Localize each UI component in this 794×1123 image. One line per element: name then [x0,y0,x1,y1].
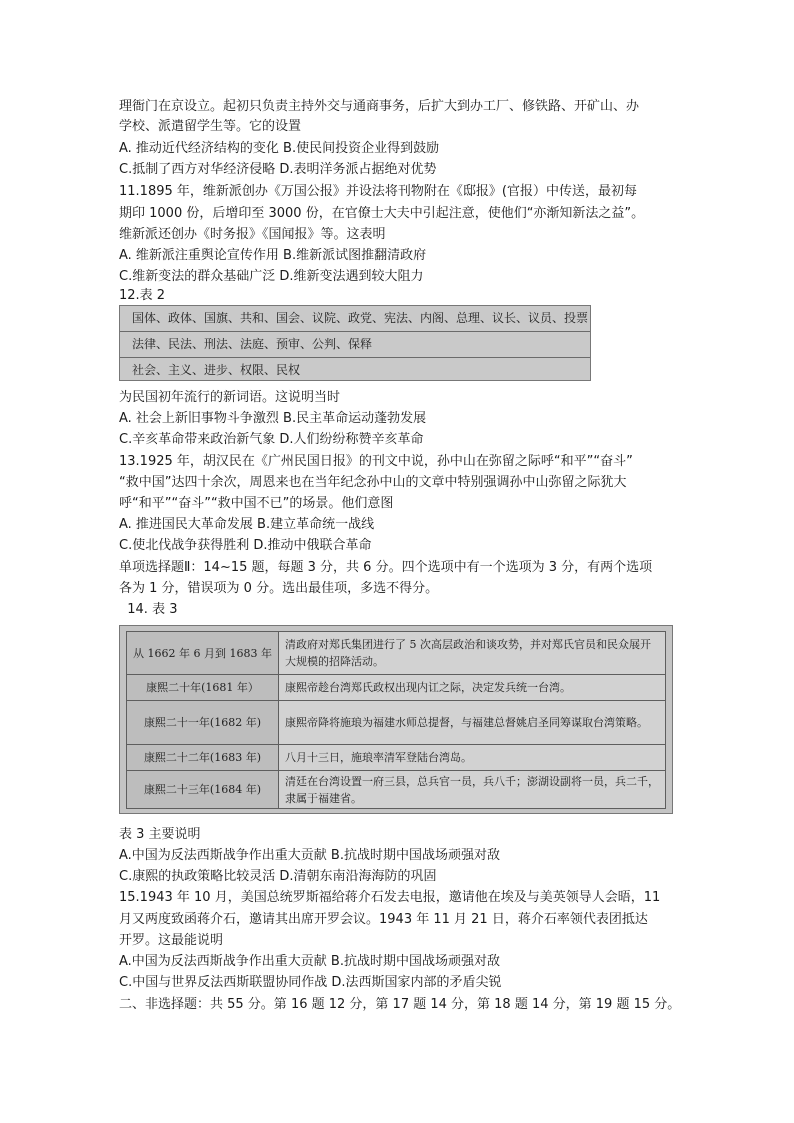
q14-options-cd: C.康熙的执政策略比较灵活 D.清朝东南沿海海防的巩固 [119,869,437,884]
q10-options-cd: C.抵制了西方对华经济侵略 D.表明洋务派占据绝对优势 [119,162,437,177]
q13-stem-line2: “救中国”达四十余次，周恩来也在当年纪念孙中山的文章中特别强调孙中山弥留之际犹大 [119,475,627,490]
table-3-row [127,701,666,745]
q11-options-ab: A. 维新派注重舆论宣传作用 B.维新派试图推翻清政府 [119,248,427,263]
table-3-date: 从 1662 年 6 月到 1683 年 [127,632,279,675]
table-2-row: 国体、政体、国旗、共和、国会、议院、政党、宪法、内阁、总理、议长、议员、投票 [120,306,590,332]
q11-options-cd: C.维新变法的群众基础广泛 D.维新变法遇到较大阻力 [119,269,424,284]
q14-options-ab: A.中国为反法西斯战争作出重大贡献 B.抗战时期中国战场顽强对敌 [119,848,500,863]
q13-stem-line3: 呼“和平”“奋斗”“救中国不已”的场景。他们意图 [119,496,394,511]
table-3-row [127,632,666,675]
table-3-date: 康熙二十年(1681 年） [127,675,279,701]
q12-table-caption: 12.表 2 [119,288,166,303]
table-3-date: 康熙二十二年(1683 年) [127,745,279,771]
table-3-date: 康熙二十一年(1682 年) [127,701,279,745]
q11-stem-line2: 期印 1000 份，后增印至 3000 份，在官僚士大夫中引起注意，使他们“亦渐知新法之益”。 [119,206,645,221]
q11-stem-line1: 11.1895 年，维新派创办《万国公报》并设法将刊物附在《邸报》(官报）中传送，最初每 [119,184,637,199]
section-instructions-line2: 各为 1 分，错误项为 0 分。选出最佳项，多选不得分。 [119,581,439,596]
table-3-event: 八月十三日，施琅率清军登陆台湾岛。 [278,745,665,771]
q10-stem-line1: 理衙门在京设立。起初只负责主持外交与通商事务，后扩大到办工厂、修铁路、开矿山、办 [119,99,640,114]
table-3-event: 康熙帝降将施琅为福建水师总提督，与福建总督姚启圣同筹谋取台湾策略。 [278,701,665,745]
q13-options-cd: C.使北伐战争获得胜利 D.推动中俄联合革命 [119,538,372,553]
q14-table-caption: 14. 表 3 [119,602,178,617]
table-3-event: 康熙帝趁台湾郑氏政权出现内讧之际，决定发兵统一台湾。 [278,675,665,701]
q12-options-cd: C.辛亥革命带来政治新气象 D.人们纷纷称赞辛亥革命 [119,432,424,447]
q10-options-ab: A. 推动近代经济结构的变化 B.使民间投资企业得到鼓励 [119,141,440,156]
q15-options-cd: C.中国与世界反法西斯联盟协同作战 D.法西斯国家内部的矛盾尖锐 [119,975,502,990]
section-2-heading: 二、非选择题：共 55 分。第 16 题 12 分，第 17 题 14 分，第 18 题 14 分，第 19 题 15 分。 [119,997,681,1012]
q15-stem-line2: 月又两度致函蒋介石，邀请其出席开罗会议。1943 年 11 月 21 日，蒋介石率领代表团抵达 [119,912,648,927]
q10-stem-line2: 学校、派遣留学生等。它的设置 [119,119,302,134]
table-3-row [127,675,666,701]
table-2 [119,305,591,381]
q15-stem-line1: 15.1943 年 10 月，美国总统罗斯福给蒋介石发去电报，邀请他在埃及与美英领导人会晤，11 [119,890,661,905]
table-3-event: 清政府对郑氏集团进行了 5 次高层政治和谈攻势，并对郑氏官员和民众展开大规模的招降活动。 [278,632,665,675]
q13-stem-line1: 13.1925 年，胡汉民在《广州民国日报》的刊文中说，孙中山在弥留之际呼“和平”“奋斗” [119,454,633,469]
table-3-event: 清廷在台湾设置一府三县，总兵官一员，兵八千；澎湖设副将一员，兵二千，隶属于福建省。 [278,771,665,809]
q13-options-ab: A. 推进国民大革命发展 B.建立革命统一战线 [119,517,375,532]
section-instructions-line1: 单项选择题Ⅱ：14~15 题，每题 3 分，共 6 分。四个选项中有一个选项为 3 分，有两个选项 [119,560,653,575]
table-2-row: 法律、民法、刑法、法庭、预审、公判、保释 [120,332,590,358]
q12-stem: 为民国初年流行的新词语。这说明当时 [119,390,341,405]
q15-options-ab: A.中国为反法西斯战争作出重大贡献 B.抗战时期中国战场顽强对敌 [119,954,500,969]
table-2-row: 社会、主义、进步、权限、民权 [132,363,301,377]
q11-stem-line3: 维新派还创办《时务报》《国闻报》等。这表明 [119,227,386,242]
table-3-date: 康熙二十三年(1684 年) [127,771,279,809]
table-3-row [127,771,666,809]
q12-options-ab: A. 社会上新旧事物斗争激烈 B.民主革命运动蓬勃发展 [119,411,427,426]
q14-stem: 表 3 主要说明 [119,827,201,842]
q15-stem-line3: 开罗。这最能说明 [119,933,224,948]
table-3-row [127,745,666,771]
table-3 [119,625,673,814]
